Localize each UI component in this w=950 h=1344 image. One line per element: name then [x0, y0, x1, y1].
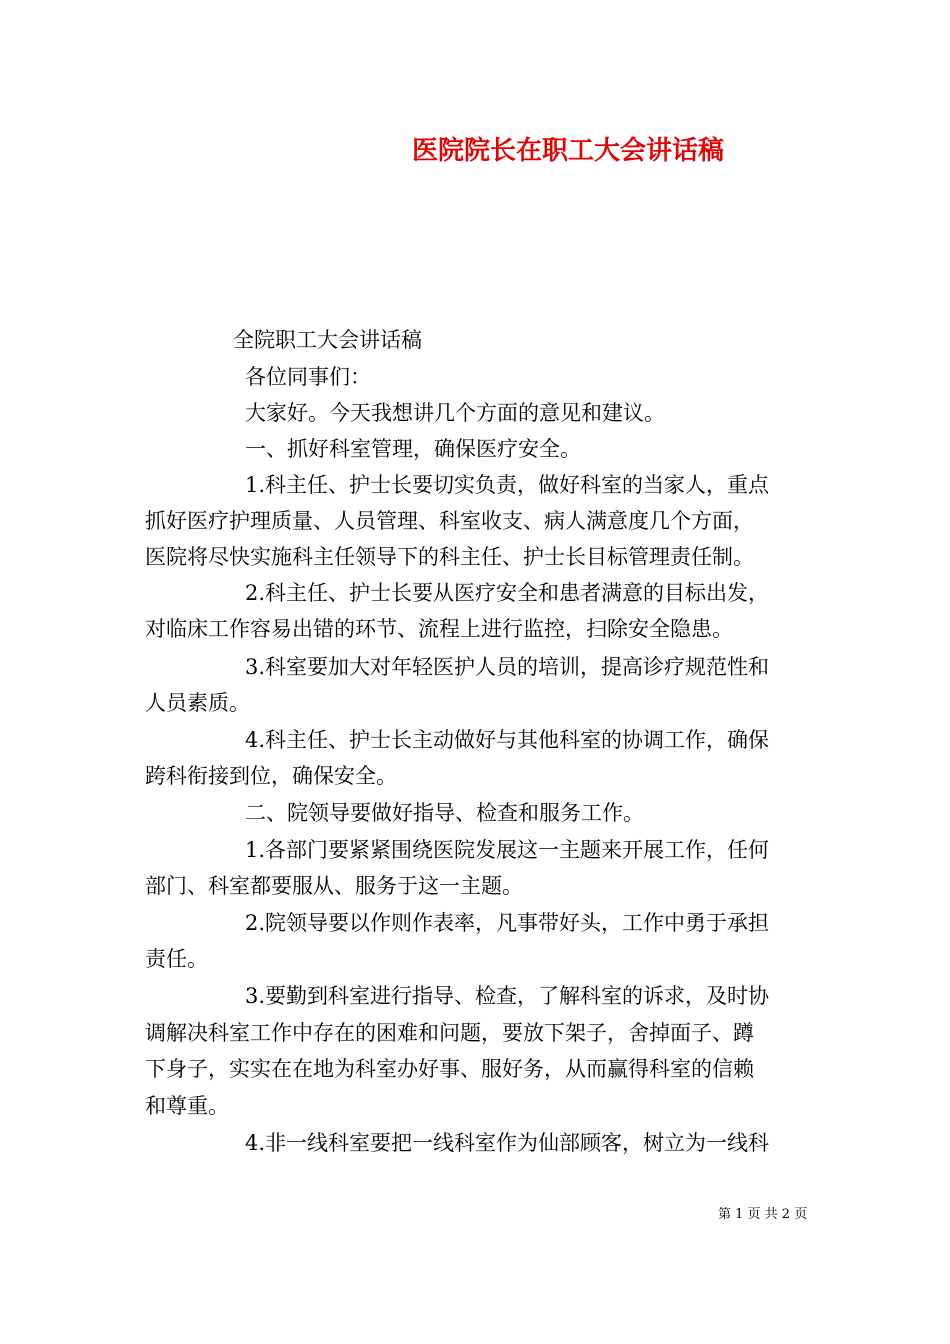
body-line: 对临床工作容易出错的环节、流程上进行监控，扫除安全隐患。	[145, 617, 733, 641]
body-line: 二、院领导要做好指导、检查和服务工作。	[245, 801, 644, 825]
body-line: 2.院领导要以作则作表率，凡事带好头，工作中勇于承担	[245, 911, 770, 935]
page-footer: 第 1 页 共 2 页	[718, 1207, 808, 1222]
body-line: 4.科主任、护士长主动做好与其他科室的协调工作，确保	[245, 728, 770, 752]
body-line: 全院职工大会讲话稿	[233, 328, 422, 352]
body-line: 人员素质。	[145, 691, 250, 715]
body-line: 跨科衔接到位，确保安全。	[145, 764, 397, 788]
body-line: 1.科主任、护士长要切实负责，做好科室的当家人，重点	[245, 473, 770, 497]
body-line: 2.科主任、护士长要从医疗安全和患者满意的目标出发，	[245, 581, 770, 605]
body-line: 医院将尽快实施科主任领导下的科主任、护士长目标管理责任制。	[145, 545, 754, 569]
body-line: 4.非一线科室要把一线科室作为仙部顾客，树立为一线科	[245, 1131, 770, 1155]
body-line: 部门、科室都要服从、服务于这一主题。	[145, 874, 523, 898]
body-line: 责任。	[145, 947, 208, 971]
body-line: 1.各部门要紧紧围绕医院发展这一主题来开展工作，任何	[245, 838, 770, 862]
body-line: 一、抓好科室管理，确保医疗安全。	[245, 437, 581, 461]
body-line: 各位同事们：	[245, 365, 371, 389]
body-line: 3.要勤到科室进行指导、检查，了解科室的诉求，及时协	[245, 984, 770, 1008]
document-title: 医院院长在职工大会讲话稿	[412, 136, 725, 166]
body-line: 下身子，实实在在地为科室办好事、服好务，从而赢得科室的信赖	[145, 1057, 754, 1081]
body-line: 和尊重。	[145, 1094, 229, 1118]
body-line: 3.科室要加大对年轻医护人员的培训，提高诊疗规范性和	[245, 655, 770, 679]
body-line: 大家好。今天我想讲几个方面的意见和建议。	[245, 401, 665, 425]
body-line: 抓好医疗护理质量、人员管理、科室收支、病人满意度几个方面，	[145, 509, 754, 533]
body-line: 调解决科室工作中存在的困难和问题，要放下架子，舍掉面子、蹲	[145, 1021, 754, 1045]
